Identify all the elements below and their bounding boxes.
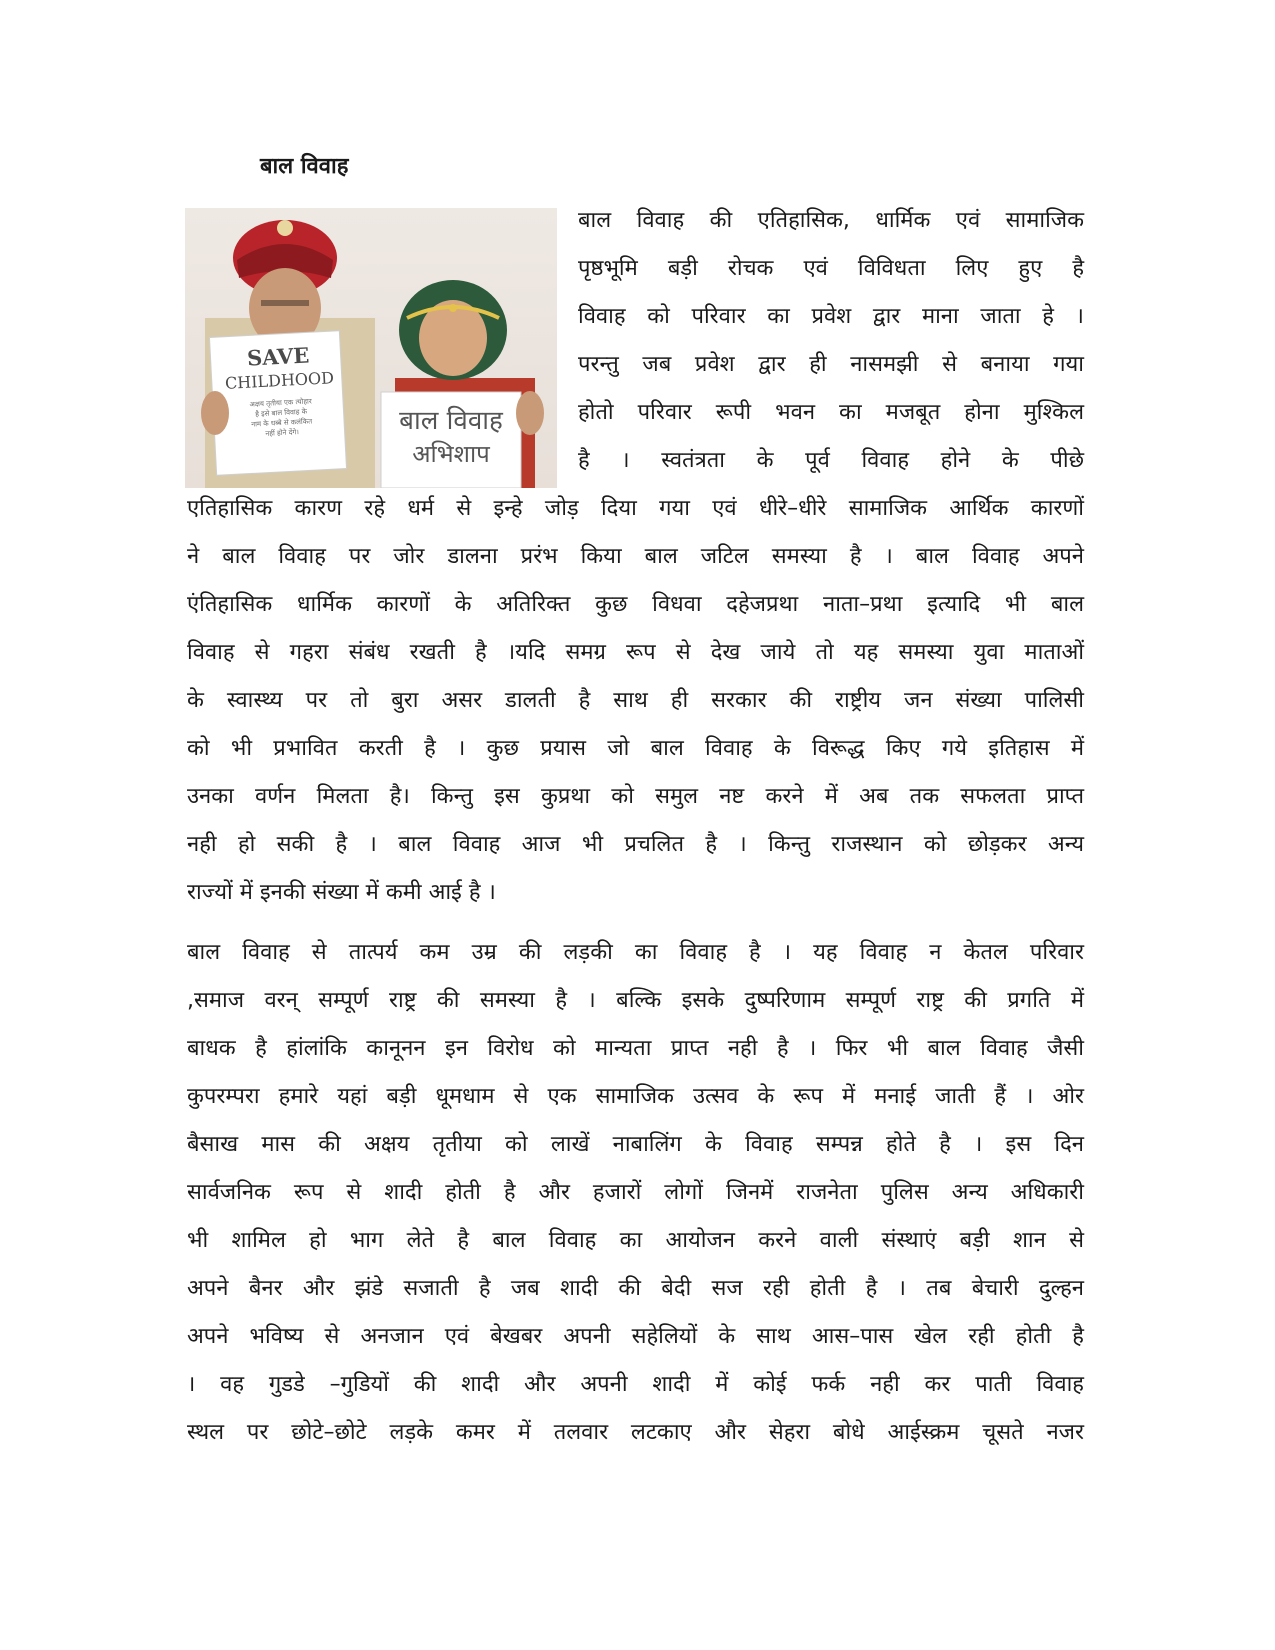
text-line: विवाह से गहरा संबंध रखती है ।यदि समग्र रूप से देख जाये तो यह समस्या युवा माताओं [187, 640, 1084, 665]
text-line: बाधक है हांलांकि कानूनन इन विरोध को मान्यता प्राप्त नही है । फिर भी बाल विवाह जैसी [187, 1036, 1084, 1061]
text-line: एंतिहासिक धार्मिक कारणों के अतिरिक्त कुछ विधवा दहेजप्रथा नाता–प्रथा इत्यादि भी बाल [187, 592, 1084, 617]
sign-bal-vivah-text: बाल विवाह [399, 406, 503, 436]
text-line: अपने बैनर और झंडे सजाती है जब शादी की बेदी सज रही होती है । तब बेचारी दुल्हन [187, 1276, 1084, 1301]
text-line: भी शामिल हो भाग लेते है बाल विवाह का आयोजन करने वाली संस्थाएं बड़ी शान से [187, 1228, 1084, 1253]
text-line: नही हो सकी है । बाल विवाह आज भी प्रचलित है । किन्तु राजस्थान को छोड़कर अन्य [187, 832, 1084, 857]
save-childhood-sign [217, 341, 344, 441]
sign-childhood-text: CHILDHOOD [224, 368, 335, 393]
text-line: बाल विवाह की एतिहासिक, धार्मिक एवं सामाजिक [578, 208, 1084, 233]
text-line: कुपरम्परा हमारे यहां बड़ी धूमधाम से एक सामाजिक उत्सव के रूप में मनाई जाती हैं । ओर [187, 1084, 1084, 1109]
text-line: के स्वास्थ्य पर तो बुरा असर डालती है साथ ही सरकार की राष्ट्रीय जन संख्या पालिसी [187, 688, 1084, 713]
text-line: होतो परिवार रूपी भवन का मजबूत होना मुश्किल [578, 400, 1084, 425]
text-line: अपने भविष्य से अनजान एवं बेखबर अपनी सहेलियों के साथ आस–पास खेल रही होती है [187, 1324, 1084, 1349]
awareness-photo [185, 208, 557, 488]
text-line: बैसाख मास की अक्षय तृतीया को लाखें नाबालिंग के विवाह सम्पन्न होते है । इस दिन [187, 1132, 1084, 1157]
text-line: उनका वर्णन मिलता है। किन्तु इस कुप्रथा को समुल नष्ट करने में अब तक सफलता प्राप्त [187, 784, 1084, 809]
text-line: है । स्वतंत्रता के पूर्व विवाह होने के पीछे [578, 448, 1084, 473]
sign-save-text: SAVE [246, 342, 310, 371]
text-line: । वह गुडडे –गुडियों की शादी और अपनी शादी में कोई फर्क नही कर पाती विवाह [187, 1372, 1084, 1397]
text-line: को भी प्रभावित करती है । कुछ प्रयास जो बाल विवाह के विरूद्ध किए गये इतिहास में [187, 736, 1084, 761]
text-line: एतिहासिक कारण रहे धर्म से इन्हे जोड़ दिया गया एवं धीरे–धीरे सामाजिक आर्थिक कारणों [187, 496, 1084, 521]
curse-sign [381, 404, 521, 470]
sign-small-text: अक्षय तृतीया एक त्योहार है इसे बाल विवाह के नाम के धब्बे से कलंकित नहीं होने देंगे। [249, 397, 313, 438]
text-line: ने बाल विवाह पर जोर डालना प्ररंभ किया बाल जटिल समस्या है । बाल विवाह अपने [187, 544, 1084, 569]
text-line: पृष्ठभूमि बड़ी रोचक एवं विविधता लिए हुए है [578, 256, 1084, 281]
page-title: बाल विवाह [260, 154, 349, 179]
text-line: बाल विवाह से तात्पर्य कम उम्र की लड़की का विवाह है । यह विवाह न केतल परिवार [187, 940, 1084, 965]
sign-abhishap-text: अभिशाप [412, 440, 490, 468]
text-line: विवाह को परिवार का प्रवेश द्वार माना जाता हे । [578, 304, 1084, 329]
text-line: ,समाज वरन् सम्पूर्ण राष्ट्र की समस्या है । बल्कि इसके दुष्परिणाम सम्पूर्ण राष्ट्र की प्रगति में [187, 988, 1084, 1013]
text-line: राज्यों में इनकी संख्या में कमी आई है । [187, 880, 496, 905]
text-line: परन्तु जब प्रवेश द्वार ही नासमझी से बनाया गया [578, 352, 1084, 377]
text-line: सार्वजनिक रूप से शादी होती है और हजारों लोगों जिनमें राजनेता पुलिस अन्य अधिकारी [187, 1180, 1084, 1205]
text-line: स्थल पर छोटे–छोटे लड़के कमर में तलवार लटकाए और सेहरा बोधे आईस्क्रम चूसते नजर [187, 1420, 1084, 1445]
